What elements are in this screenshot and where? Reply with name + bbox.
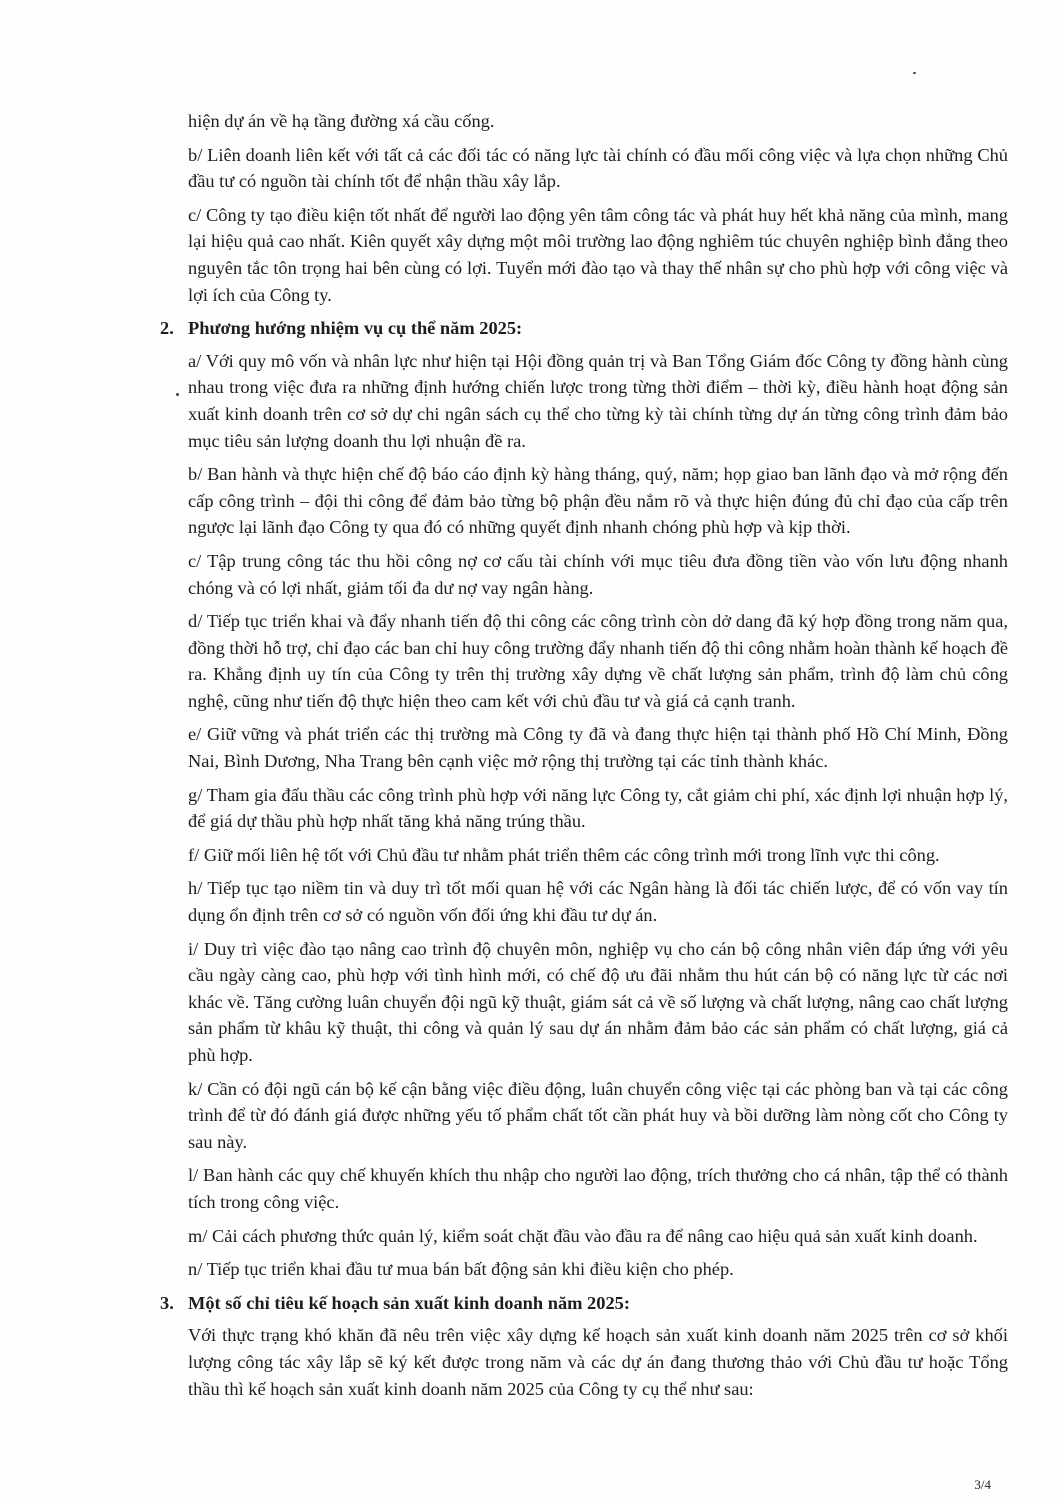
paragraph: b/ Ban hành và thực hiện chế độ báo cáo định kỳ hàng tháng, quý, năm; họp giao ban lãnh đạo và mở rộng đến cấp công trình – đội thi công để đảm bảo từng bộ phận đều nắm rõ và thực hiện đúng đủ chỉ đạo của cấp trên ngược lại lãnh đạo Công ty qua đó có những quyết định nhanh chóng phù hợp và kịp thời.	[188, 464, 1008, 538]
section-number: 3.	[160, 1292, 174, 1313]
paragraph: e/ Giữ vững và phát triển các thị trường mà Công ty đã và đang thực hiện tại thành phố Hồ Chí Minh, Đồng Nai, Bình Dương, Nha Trang bên cạnh việc mở rộng thị trường tại các tỉnh thành khác.	[188, 724, 1008, 772]
paragraph: f/ Giữ mối liên hệ tốt với Chủ đầu tư nhằm phát triển thêm các công trình mới trong lĩnh vực thi công.	[188, 844, 940, 865]
paragraph: i/ Duy trì việc đào tạo nâng cao trình độ chuyên môn, nghiệp vụ cho cán bộ công nhân viên đáp ứng với yêu cầu ngày càng cao, phù hợp với tình hình mới, có chế độ ưu đãi nhằm thu hút cán bộ có năng lực từ các nơi khác về. Tăng cường luân chuyển đội ngũ kỹ thuật, giám sát cả về số lượng và chất lượng, nâng cao chất lượng sản phẩm từ khâu kỹ thuật, thi công và quản lý sau dự án nhằm đảm bảo các sản phẩm có chất lượng, giá cả phù hợp.	[188, 938, 1008, 1065]
scan-speck	[913, 72, 916, 74]
paragraph: k/ Cần có đội ngũ cán bộ kế cận bằng việc điều động, luân chuyển công việc tại các phòng ban và tại các công trình để từ đó đánh giá được những yếu tố phẩm chất tốt cần phát huy và bồi dưỡng làm nòng cốt cho Công ty sau này.	[188, 1078, 1008, 1152]
paragraph: l/ Ban hành các quy chế khuyến khích thu nhập cho người lao động, trích thưởng cho cá nhân, tập thể có thành tích trong công việc.	[188, 1165, 1008, 1212]
section-heading	[160, 315, 1008, 342]
paragraph: b/ Liên doanh liên kết với tất cả các đối tác có năng lực tài chính có đầu mối công việc và lựa chọn những Chủ đầu tư có nguồn tài chính tốt để nhận thầu xây lắp.	[188, 144, 1008, 192]
paragraph: m/ Cải cách phương thức quản lý, kiểm soát chặt đầu vào đầu ra để nâng cao hiệu quả sản xuất kinh doanh.	[188, 1225, 978, 1246]
scan-speck	[176, 393, 179, 396]
paragraph: hiện dự án về hạ tầng đường xá cầu cống.	[188, 111, 495, 131]
section-number: 2.	[160, 318, 174, 339]
paragraph: a/ Với quy mô vốn và nhân lực như hiện tại Hội đồng quản trị và Ban Tổng Giám đốc Công ty đồng hành cùng nhau trong việc đưa ra những định hướng chiến lược trong từng thời điểm – thời kỳ, điều hành hoạt động sản xuất kinh doanh trên cơ sở dự chi ngân sách cụ thể cho từng kỳ tài chính từng dự án từng công trình đảm bảo mục tiêu sản lượng doanh thu lợi nhuận đề ra.	[188, 350, 1008, 451]
paragraph: d/ Tiếp tục triển khai và đẩy nhanh tiến độ thi công các công trình còn dở dang đã ký hợp đồng trong năm qua, đồng thời hỗ trợ, chỉ đạo các ban chỉ huy công trường đẩy nhanh tiến độ thi công nhằm hoàn thành kế hoạch đề ra. Khẳng định uy tín của Công ty trên thị trường xây dựng về chất lượng sản phẩm, trình độ làm chủ công nghệ, cũng như tiến độ thực hiện theo cam kết với chủ đầu tư và giá cả cạnh tranh.	[188, 611, 1008, 711]
paragraph: c/ Công ty tạo điều kiện tốt nhất để người lao động yên tâm công tác và phát huy hết khả năng của mình, mang lại hiệu quả cao nhất. Kiên quyết xây dựng một môi trường lao động nghiêm túc chuyên nghiệp bình đẳng theo nguyên tắc tôn trọng hai bên cùng có lợi. Tuyển mới đào tạo và thay thế nhân sự cho phù hợp với công việc và lợi ích của Công ty.	[188, 204, 1008, 305]
document-body	[160, 108, 1008, 1409]
section-title: Phương hướng nhiệm vụ cụ thể năm 2025:	[188, 318, 523, 339]
paragraph: n/ Tiếp tục triển khai đầu tư mua bán bất động sản khi điều kiện cho phép.	[188, 1259, 734, 1280]
paragraph: Với thực trạng khó khăn đã nêu trên việc xây dựng kế hoạch sản xuất kinh doanh năm 2025 trên cơ sở khối lượng công tác xây lắp sẽ ký kết được trong năm và các dự án đang thương thảo với Chủ đầu tư hoặc Tổng thầu thì kế hoạch sản xuất kinh doanh năm 2025 của Công ty cụ thể như sau:	[188, 1325, 1008, 1399]
paragraph: c/ Tập trung công tác thu hồi công nợ cơ cấu tài chính với mục tiêu đưa đồng tiền vào vốn lưu động nhanh chóng và có lợi nhất, giảm tối đa dư nợ vay ngân hàng.	[188, 550, 1008, 598]
section-heading	[160, 1290, 1008, 1317]
page-number: 3/4	[974, 1477, 991, 1492]
section-title: Một số chỉ tiêu kế hoạch sản xuất kinh doanh năm 2025:	[188, 1292, 630, 1313]
paragraph: h/ Tiếp tục tạo niềm tin và duy trì tốt mối quan hệ với các Ngân hàng là đối tác chiến lược, để có vốn vay tín dụng ổn định trên cơ sở có nguồn vốn đối ứng khi đầu tư dự án.	[188, 878, 1008, 926]
paragraph: g/ Tham gia đấu thầu các công trình phù hợp với năng lực Công ty, cắt giảm chi phí, xác định lợi nhuận hợp lý, để giá dự thầu phù hợp nhất tăng khả năng trúng thầu.	[188, 784, 1008, 832]
